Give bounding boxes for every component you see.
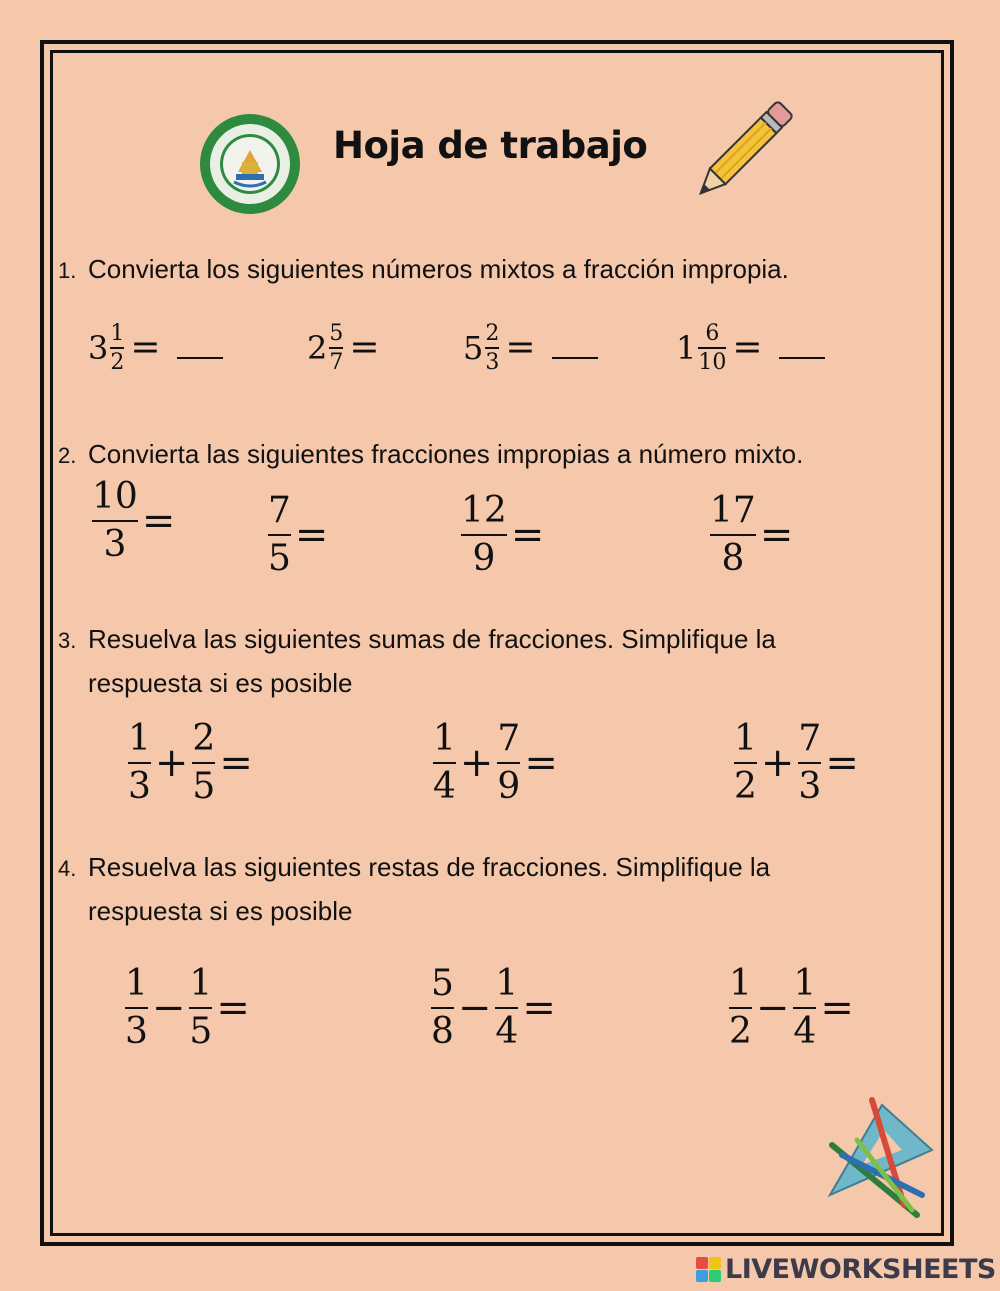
fraction-bar bbox=[110, 347, 124, 349]
denominator: 5 bbox=[189, 1010, 213, 1052]
fraction bbox=[461, 492, 507, 578]
numerator: 1 bbox=[189, 963, 213, 1004]
sum-expression-1 bbox=[128, 720, 257, 806]
fraction bbox=[128, 720, 151, 806]
equals-sign: = bbox=[732, 327, 763, 369]
difference-expression-2 bbox=[431, 965, 560, 1051]
question-3 bbox=[58, 618, 918, 705]
fraction-bar bbox=[125, 1007, 148, 1009]
question-text-line2: respuesta si es posible bbox=[88, 668, 353, 698]
fraction-bar bbox=[793, 1007, 816, 1009]
fraction-bar bbox=[495, 1007, 518, 1009]
fraction-bar bbox=[734, 762, 757, 764]
question-text-line1: Resuelva las siguientes sumas de fracciones. Simplifique la bbox=[88, 624, 776, 654]
equals-sign: = bbox=[141, 497, 176, 544]
question-2 bbox=[58, 433, 918, 477]
fraction bbox=[798, 720, 821, 806]
page-title: Hoja de trabajo bbox=[333, 124, 648, 167]
minus-sign: − bbox=[457, 984, 492, 1031]
numerator: 6 bbox=[705, 321, 720, 346]
fraction-bar bbox=[192, 762, 215, 764]
fraction-bar bbox=[710, 534, 756, 536]
fraction-bar bbox=[128, 762, 151, 764]
numerator: 1 bbox=[729, 963, 752, 1004]
fraction bbox=[92, 478, 138, 564]
brand-text: LIVEWORKSHEETS bbox=[725, 1254, 996, 1285]
fraction-bar bbox=[268, 534, 291, 536]
whole-part: 3 bbox=[88, 328, 109, 367]
mixed-number-2 bbox=[307, 322, 386, 374]
fraction-bar bbox=[433, 762, 456, 764]
numerator: 2 bbox=[485, 321, 500, 346]
equals-sign: = bbox=[825, 739, 859, 786]
denominator: 3 bbox=[798, 765, 822, 807]
numerator: 1 bbox=[793, 963, 817, 1004]
numerator: 1 bbox=[495, 963, 519, 1004]
fraction-bar bbox=[798, 762, 821, 764]
improper-fraction-3 bbox=[461, 492, 548, 578]
denominator: 10 bbox=[698, 349, 727, 375]
equals-sign: = bbox=[522, 984, 556, 1031]
fraction-bar bbox=[189, 1007, 212, 1009]
fraction bbox=[734, 720, 757, 806]
numerator: 1 bbox=[125, 963, 148, 1004]
equals-sign: = bbox=[294, 511, 329, 558]
improper-fraction-1 bbox=[92, 478, 179, 564]
numerator: 1 bbox=[128, 718, 151, 759]
question-text: Convierta las siguientes fracciones impropias a número mixto. bbox=[88, 439, 804, 469]
numerator: 7 bbox=[798, 718, 822, 759]
numerator: 7 bbox=[497, 718, 521, 759]
whole-part: 5 bbox=[463, 328, 484, 367]
equals-sign: = bbox=[219, 739, 253, 786]
equals-sign: = bbox=[130, 327, 161, 369]
fraction-bar bbox=[461, 534, 507, 536]
liveworksheets-logo bbox=[696, 1254, 996, 1285]
improper-fraction-2 bbox=[268, 492, 332, 578]
equals-sign: = bbox=[524, 739, 558, 786]
difference-expression-3 bbox=[729, 965, 858, 1051]
question-number: 2. bbox=[58, 443, 77, 468]
denominator: 4 bbox=[793, 1010, 817, 1052]
sum-expression-2 bbox=[433, 720, 562, 806]
fraction bbox=[495, 965, 518, 1051]
plus-sign: + bbox=[760, 739, 795, 786]
fraction bbox=[497, 720, 520, 806]
question-text-line2: respuesta si es posible bbox=[88, 896, 353, 926]
fraction bbox=[698, 322, 726, 374]
denominator: 4 bbox=[433, 765, 456, 807]
answer-blank[interactable] bbox=[552, 357, 598, 359]
fraction bbox=[192, 720, 215, 806]
denominator: 8 bbox=[721, 537, 745, 579]
denominator: 4 bbox=[495, 1010, 519, 1052]
numerator: 5 bbox=[329, 321, 344, 346]
fraction bbox=[710, 492, 756, 578]
denominator: 3 bbox=[103, 523, 127, 565]
equals-sign: = bbox=[505, 327, 536, 369]
denominator: 3 bbox=[128, 765, 151, 807]
whole-part: 2 bbox=[307, 328, 328, 367]
minus-sign: − bbox=[755, 984, 790, 1031]
question-number: 3. bbox=[58, 628, 77, 653]
numerator: 2 bbox=[192, 718, 216, 759]
mixed-number-3 bbox=[463, 322, 598, 374]
fraction bbox=[433, 720, 456, 806]
fraction bbox=[329, 322, 343, 374]
mixed-number-1 bbox=[88, 322, 223, 374]
fraction bbox=[431, 965, 454, 1051]
ruler-pencils-icon bbox=[822, 1095, 940, 1220]
numerator: 12 bbox=[461, 490, 507, 531]
fraction-bar bbox=[729, 1007, 752, 1009]
improper-fraction-4 bbox=[710, 492, 797, 578]
answer-blank[interactable] bbox=[177, 357, 223, 359]
denominator: 8 bbox=[431, 1010, 454, 1052]
question-1 bbox=[58, 248, 918, 292]
pencil-icon bbox=[676, 88, 806, 218]
question-4 bbox=[58, 846, 918, 933]
fraction bbox=[110, 322, 124, 374]
question-text-line1: Resuelva las siguientes restas de fracciones. Simplifique la bbox=[88, 852, 771, 882]
numerator: 17 bbox=[710, 490, 756, 531]
question-text: Convierta los siguientes números mixtos a fracción impropia. bbox=[88, 254, 789, 284]
denominator: 9 bbox=[472, 537, 496, 579]
difference-expression-1 bbox=[125, 965, 254, 1051]
plus-sign: + bbox=[459, 739, 494, 786]
denominator: 5 bbox=[192, 765, 216, 807]
mixed-number-4 bbox=[676, 322, 825, 374]
question-number: 1. bbox=[58, 258, 77, 283]
answer-blank[interactable] bbox=[779, 357, 825, 359]
minus-sign: − bbox=[151, 984, 186, 1031]
fraction-bar bbox=[329, 347, 343, 349]
fraction bbox=[793, 965, 816, 1051]
denominator: 2 bbox=[729, 1010, 752, 1052]
fraction-bar bbox=[698, 347, 726, 349]
liveworksheets-badge-icon bbox=[696, 1257, 721, 1282]
equals-sign: = bbox=[349, 327, 380, 369]
numerator: 10 bbox=[92, 476, 138, 517]
fraction-bar bbox=[431, 1007, 454, 1009]
plus-sign: + bbox=[154, 739, 189, 786]
fraction bbox=[125, 965, 148, 1051]
equals-sign: = bbox=[820, 984, 854, 1031]
fraction-bar bbox=[92, 520, 138, 522]
denominator: 2 bbox=[734, 765, 757, 807]
numerator: 1 bbox=[110, 321, 125, 346]
fraction-bar bbox=[497, 762, 520, 764]
denominator: 5 bbox=[268, 537, 291, 579]
denominator: 3 bbox=[125, 1010, 148, 1052]
fraction bbox=[268, 492, 291, 578]
fraction bbox=[729, 965, 752, 1051]
denominator: 3 bbox=[485, 349, 500, 375]
numerator: 1 bbox=[433, 718, 456, 759]
denominator: 9 bbox=[497, 765, 521, 807]
equals-sign: = bbox=[759, 511, 794, 558]
equals-sign: = bbox=[510, 511, 545, 558]
denominator: 7 bbox=[329, 349, 344, 375]
fraction bbox=[189, 965, 212, 1051]
question-number: 4. bbox=[58, 856, 77, 881]
school-logo bbox=[198, 112, 302, 216]
sum-expression-3 bbox=[734, 720, 863, 806]
whole-part: 1 bbox=[676, 328, 697, 367]
numerator: 5 bbox=[431, 963, 454, 1004]
fraction bbox=[485, 322, 499, 374]
denominator: 2 bbox=[110, 349, 125, 375]
numerator: 1 bbox=[734, 718, 757, 759]
numerator: 7 bbox=[268, 490, 291, 531]
equals-sign: = bbox=[216, 984, 250, 1031]
fraction-bar bbox=[485, 347, 499, 349]
